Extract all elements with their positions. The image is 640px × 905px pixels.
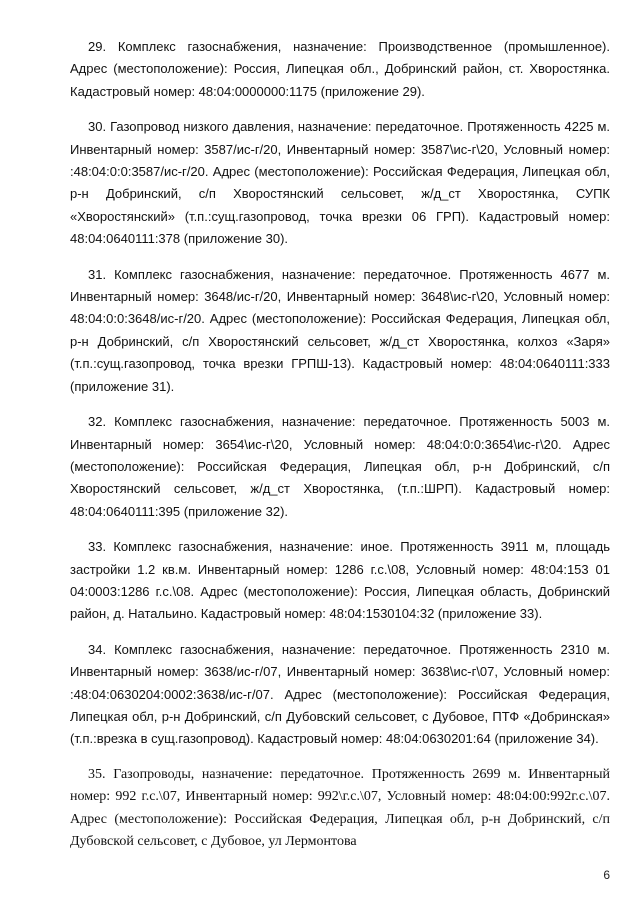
paragraph-31: 31. Комплекс газоснабжения, назначение: передаточное. Протяженность 4677 м. Инвентарный номер: 3648/ис-г/20, Инвентарный номер: 3648\ис-г\20, Условный номер: 48:04:0:0:3648/ис-г/20. Адрес (местоположение): Российская Федерация, Липецкая обл, р-н Добринский, с/п Хворостянский сельсовет, ж/д_ст Хворостянка, колхоз «Заря» (т.п.:сущ.газопровод, точка врезки ГРПШ-13). Кадастровый номер: 48:04:0640111:333 (приложение 31). [70,266,610,394]
paragraph-29: 29. Комплекс газоснабжения, назначение: Производственное (промышленное). Адрес (местоположение): Россия, Липецкая обл., Добринский район, ст. Хворостянка. Кадастровый номер: 48:04:0000000:1175 (приложение 29). [70,39,610,99]
page-number: 6 [603,868,610,882]
paragraph-30: 30. Газопровод низкого давления, назначение: передаточное. Протяженность 4225 м. Инвентарный номер: 3587/ис-г/20, Инвентарный номер: 3587\ис-г\20, Условный номер: :48:04:0:0:3587/ис-г/20. Адрес (местоположение): Российская Федерация, Липецкая обл, р-н Добринский, с/п Хворостянский сельсовет, ж/д_ст Хворостянка, СУПК «Хворостянский» (т.п.:сущ.газопровод, точка врезки 06 ГРП). Кадастровый номер: 48:04:0640111:378 (приложение 30). [70,119,610,247]
paragraph-34: 34. Комплекс газоснабжения, назначение: передаточное. Протяженность 2310 м. Инвентарный номер: 3638/ис-г/07, Инвентарный номер: 3638\ис-г\07, Условный номер: :48:04:0630204:0002:3638/ис-г/07. Адрес (местоположение): Российская Федерация, Липецкая обл, р-н Добринский, с/п Дубовский сельсовет, с Дубовое, ПТФ «Добринская» (т.п.:врезка в сущ.газопровод). Кадастровый номер: 48:04:0630201:64 (приложение 34). [70,641,610,747]
paragraph-32: 32. Комплекс газоснабжения, назначение: передаточное. Протяженность 5003 м. Инвентарный номер: 3654\ис-г\20, Условный номер: 48:04:0:0:3654\ис-г\20. Адрес (местоположение): Российская Федерация, Липецкая обл, р-н Добринский, с/п Хворостянский сельсовет, ж/д_ст Хворостянка, (т.п.:ШРП). Кадастровый номер: 48:04:0640111:395 (приложение 32). [70,414,610,519]
paragraph-35: 35. Газопроводы, назначение: передаточное. Протяженность 2699 м. Инвентарный номер: 992 г.с.\07, Инвентарный номер: 992\г.с.\07, Условный номер: 48:04:00:992г.с.\07. Адрес (местоположение): Российская Федерация, Липецкая обл, р-н Добринский, с/п Дубовской сельсовет, с Дубовое, ул Лермонтова [70,766,610,849]
document-body [70,36,610,866]
paragraph-33: 33. Комплекс газоснабжения, назначение: иное. Протяженность 3911 м, площадь застройки 1.2 кв.м. Инвентарный номер: 1286 г.с.\08, Условный номер: 48:04:153 01 04:0003:1286 г.с.\08. Адрес (местоположение): Россия, Липецкая область, Добринский район, д. Натальино. Кадастровый номер: 48:04:1530104:32 (приложение 33). [70,539,610,622]
